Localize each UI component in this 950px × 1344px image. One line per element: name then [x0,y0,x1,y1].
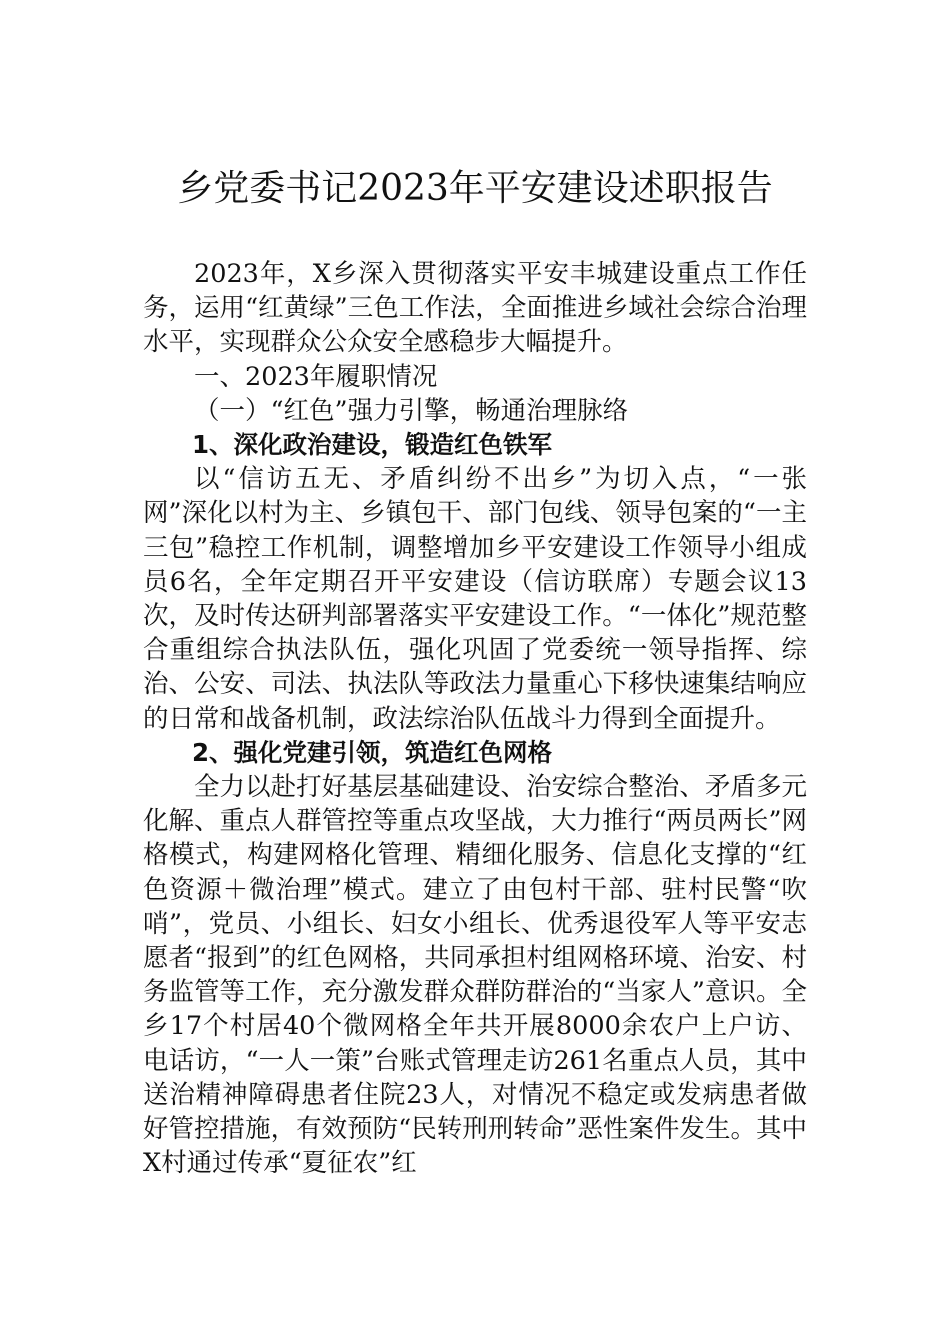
intro-paragraph: 2023年，X乡深入贯彻落实平安丰城建设重点工作任务，运用“红黄绿”三色工作法，全面推进乡域社会综合治理水平，实现群众公众安全感稳步大幅提升。 [143,259,807,358]
body-paragraph-2: 全力以赴打好基层基础建设、治安综合整治、矛盾多元化解、重点人群管控等重点攻坚战，大力推行“两员两长”网格模式，构建网格化管理、精细化服务、信息化支撑的“红色资源＋微治理”模式。建立了由包村干部、驻村民警“吹哨”，党员、小组长、妇女小组长、优秀退役军人等平安志愿者“报到”的红色网格，共同承担村组网格环境、治安、村务监管等工作，充分激发群众群防群治的“当家人”意识。全乡17个村居40个微网格全年共开展8000余农户上户访、电话访，“一人一策”台账式管理走访261名重点人员，其中送治精神障碍患者住院23人，对情况不稳定或发病患者做好管控措施，有效预防“民转刑刑转命”恶性案件发生。其中X村通过传承“夏征农”红 [143,772,807,1179]
section-heading: 一、2023年履职情况 [194,361,438,392]
item-heading-2: 2、强化党建引领，筑造红色网格 [192,737,553,767]
item-heading-1: 1、深化政治建设，锻造红色铁军 [192,430,553,460]
document-title: 乡党委书记2023年平安建设述职报告 [177,168,773,209]
subsection-heading: （一）“红色”强力引擎，畅通治理脉络 [194,395,629,426]
body-paragraph-1: 以“信访五无、矛盾纠纷不出乡”为切入点，“一张网”深化以村为主、乡镇包干、部门包线、领导包案的“一主三包”稳控工作机制，调整增加乡平安建设工作领导小组成员6名，全年定期召开平安建设（信访联席）专题会议13次，及时传达研判部署落实平安建设工作。“一体化”规范整合重组综合执法队伍，强化巩固了党委统一领导指挥、综治、公安、司法、执法队等政法力量重心下移快速集结响应的日常和战备机制，政法综治队伍战斗力得到全面提升。 [143,464,807,734]
document-body [143,257,807,1180]
